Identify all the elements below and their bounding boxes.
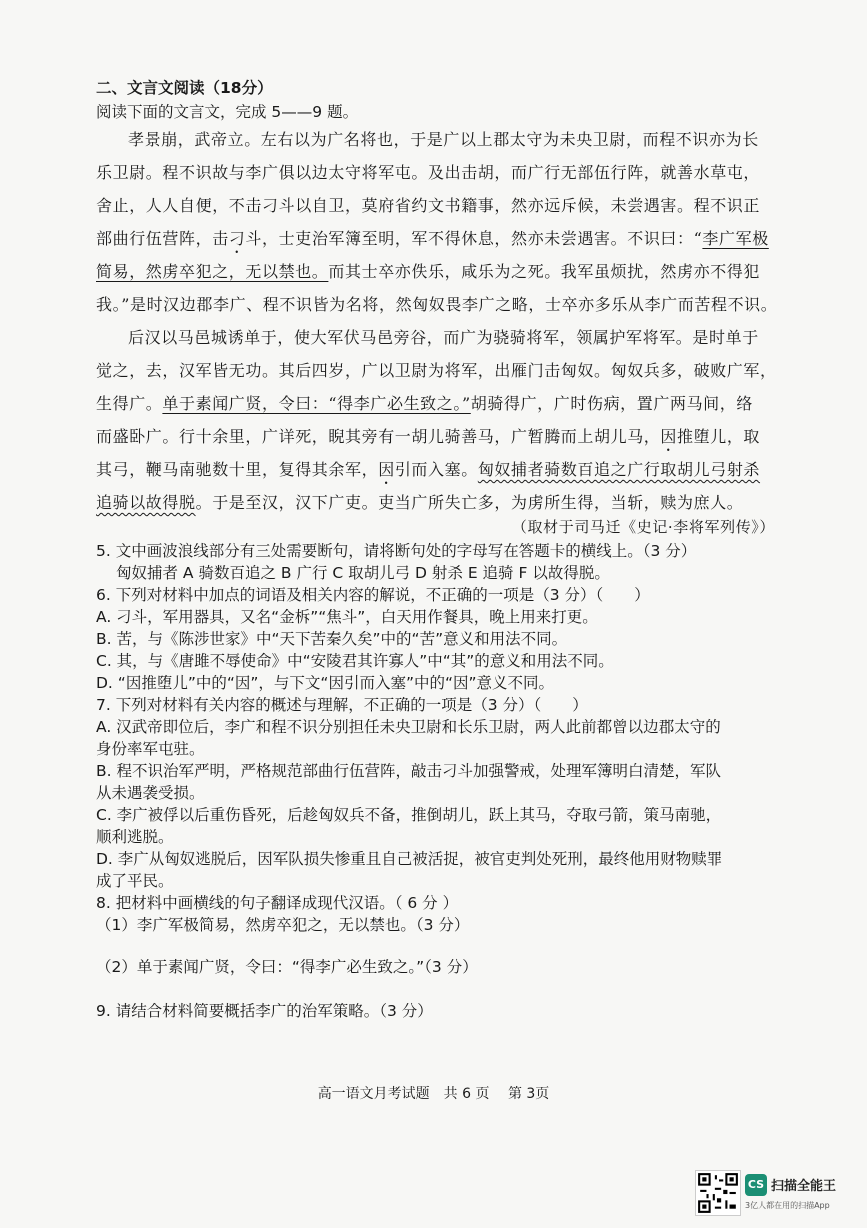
- dotted-word: 因: [378, 460, 395, 479]
- passage-line: 乐卫尉。程不识故与李广俱以边太守将军屯。及出击胡，而广行无部伍行阵，就善水草屯，: [96, 163, 761, 182]
- question-7-option-a: A. 汉武帝即位后，李广和程不识分别担任未央卫尉和长乐卫尉，两人此前都曾以边郡太守的: [96, 718, 721, 736]
- question-6-option-c: C. 其，与《唐雎不辱使命》中“安陵君其许寡人”中“其”的意义和用法不同。: [96, 652, 614, 670]
- section-heading: 二、文言文阅读（18分）: [96, 79, 273, 97]
- question-8-part-2: （2）单于素闻广贤，令曰：“得李广必生致之。”（3 分）: [96, 958, 478, 976]
- question-8: 8. 把材料中画横线的句子翻译成现代汉语。（ 6 分 ）: [96, 894, 459, 912]
- question-6-option-a: A. 刁斗，军用器具，又名“金柝”“焦斗”，白天用作餐具，晚上用来打更。: [96, 608, 598, 626]
- question-7-option-b-cont: 从未遇袭受损。: [96, 784, 205, 802]
- question-6-option-b: B. 苦，与《陈涉世家》中“天下苦秦久矣”中的“苦”意义和用法不同。: [96, 630, 568, 648]
- passage-line: 简易，然虏卒犯之，无以禁也。而其士卒亦佚乐，咸乐为之死。我军虽烦扰，然虏亦不得犯: [96, 262, 761, 281]
- camscanner-logo-icon: CS: [745, 1174, 767, 1196]
- passage-line: 后汉以马邑城诱单于，使大军伏马邑旁谷，而广为骁骑将军，领属护军将军。是时单于: [128, 328, 759, 347]
- watermark-app-name: 扫描全能王: [771, 1179, 837, 1194]
- passage-line: 孝景崩，武帝立。左右以为广名将也，于是广以上郡太守为未央卫尉，而程不识亦为长: [128, 130, 759, 149]
- underlined-sentence: 李广军极: [702, 229, 769, 248]
- question-5-options: 匈奴捕者 A 骑数百追之 B 广行 C 取胡儿弓 D 射杀 E 追骑 F 以故得脱。: [116, 564, 610, 582]
- page-footer: 高一语文月考试题 共 6 页 第 3页: [317, 1086, 550, 1102]
- passage-line: 部曲行伍营阵，击刁斗，士吏治军簿至明，军不得休息，然亦未尝遇害。不识曰：“李广军极: [96, 229, 769, 248]
- wavy-underlined-sentence: 匈奴捕者骑数百追之广行取胡儿弓射杀: [477, 460, 761, 479]
- question-7-option-c: C. 李广被俘以后重伤昏死，后趁匈奴兵不备，推倒胡儿，跃上其马，夺取弓箭，策马南驰，: [96, 806, 722, 824]
- question-6-option-d: D. “因推堕儿”中的“因”，与下文“因引而入塞”中的“因”意义不同。: [96, 674, 555, 692]
- dotted-word: 刁: [228, 229, 246, 248]
- question-5: 5. 文中画波浪线部分有三处需要断句，请将断句处的字母写在答题卡的横线上。（3 分）: [96, 542, 697, 560]
- question-7-option-d-cont: 成了平民。: [96, 872, 174, 890]
- scanner-watermark: [695, 1170, 855, 1218]
- underlined-sentence: 简易，然虏卒犯之，无以禁也。: [96, 262, 329, 281]
- question-7-option-c-cont: 顺利逃脱。: [96, 828, 174, 846]
- passage-line: 生得广。单于素闻广贤，令曰：“得李广必生致之。”胡骑得广，广时伤病，置广两马间，络: [96, 394, 753, 413]
- question-6: 6. 下列对材料中加点的词语及相关内容的解说，不正确的一项是（3 分）（ ）: [96, 586, 650, 604]
- qr-code-icon: [695, 1170, 741, 1216]
- question-7: 7. 下列对材料有关内容的概述与理解，不正确的一项是（3 分）（ ）: [96, 696, 588, 714]
- passage-line: 其弓，鞭马南驰数十里，复得其余军，因引而入塞。匈奴捕者骑数百追之广行取胡儿弓射杀: [96, 460, 761, 479]
- watermark-tagline: 3亿人都在用的扫描App: [745, 1201, 830, 1210]
- section-instruction: 阅读下面的文言文，完成 5——9 题。: [96, 103, 359, 121]
- passage-line: 我。”是时汉边郡李广、程不识皆为名将，然匈奴畏李广之略，士卒亦多乐从李广而苦程不识。: [96, 295, 778, 314]
- wavy-underlined-sentence: 追骑以故得脱: [96, 493, 196, 512]
- underlined-sentence: 单于素闻广贤，令曰：“得李广必生致之。”: [162, 394, 471, 413]
- question-7-option-a-cont: 身份率军屯驻。: [96, 740, 205, 758]
- passage-source: （取材于司马迁《史记·李将军列传》）: [511, 518, 775, 536]
- passage-line: 舍止，人人自便，不击刁斗以自卫，莫府省约文书籍事，然亦远斥候，未尝遇害。程不识正: [96, 196, 761, 215]
- question-7-option-d: D. 李广从匈奴逃脱后，因军队损失惨重且自己被活捉，被官吏判处死刑，最终他用财物赎罪: [96, 850, 723, 868]
- dotted-word: 因: [660, 427, 678, 446]
- question-7-option-b: B. 程不识治军严明，严格规范部曲行伍营阵，敲击刁斗加强警戒，处理军簿明白清楚，军队: [96, 762, 721, 780]
- question-9: 9. 请结合材料简要概括李广的治军策略。（3 分）: [96, 1002, 433, 1020]
- passage-line: 而盛卧广。行十余里，广详死，睨其旁有一胡儿骑善马，广暂腾而上胡儿马，因推堕儿，取: [96, 427, 761, 446]
- passage-line: 觉之，去，汉军皆无功。其后四岁，广以卫尉为将军，出雁门击匈奴。匈奴兵多，破败广军，: [96, 361, 777, 380]
- question-8-part-1: （1）李广军极简易，然虏卒犯之，无以禁也。（3 分）: [96, 916, 470, 934]
- passage-line: 追骑以故得脱。于是至汉，汉下广吏。吏当广所失亡多，为虏所生得，当斩，赎为庶人。: [96, 493, 744, 512]
